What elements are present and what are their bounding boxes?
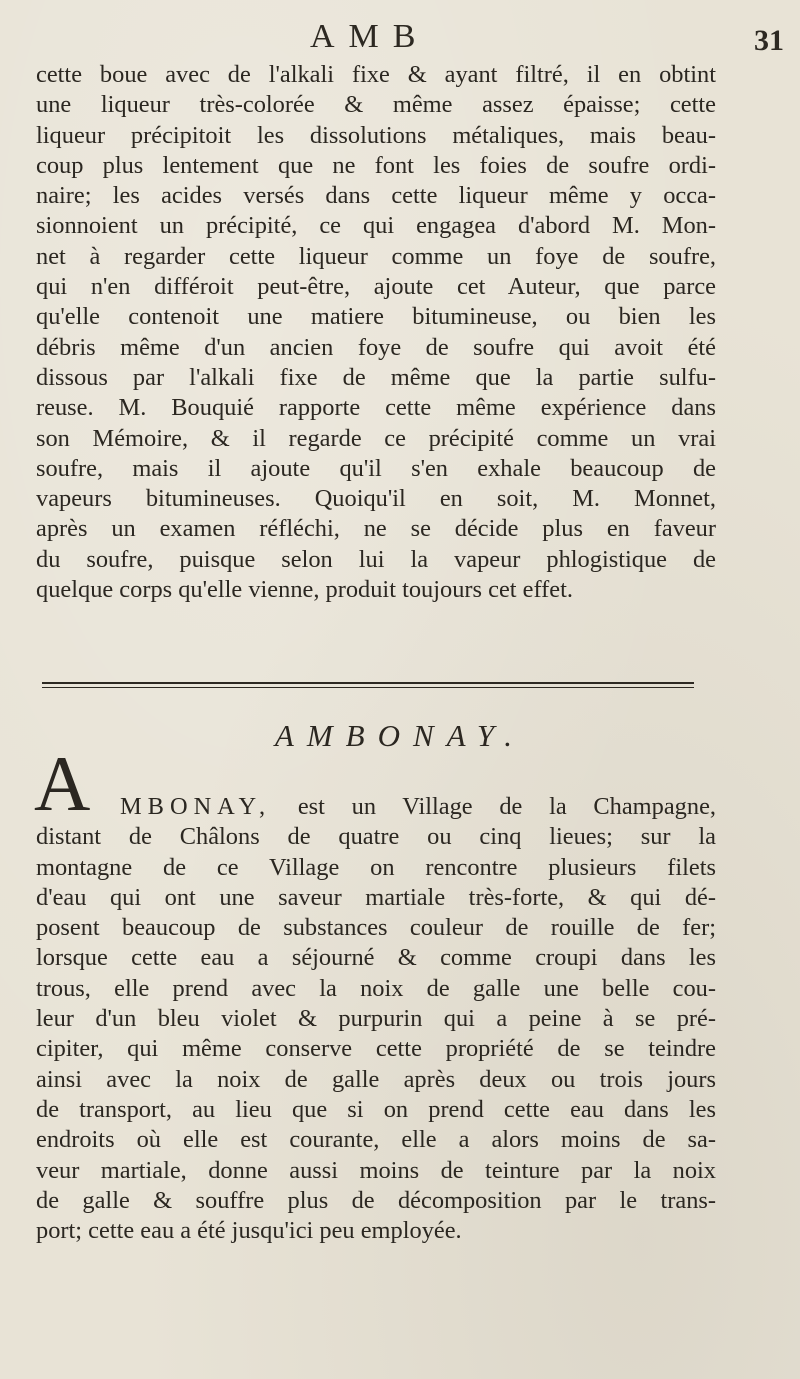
page-number: 31 [754, 24, 784, 57]
text-line: de galle & souffre plus de décomposition par le trans- [36, 1186, 716, 1214]
text-line: cipiter, qui même conserve cette propriété de se teindre [36, 1035, 716, 1063]
text-line: naire; les acides versés dans cette liqueur même y occa- [36, 182, 716, 210]
text-line: trous, elle prend avec la noix de galle une belle cou- [36, 974, 716, 1002]
text-line: liqueur précipitoit les dissolutions métaliques, mais beau- [36, 121, 716, 149]
text-line: dissous par l'alkali fixe de même que la partie sulfu- [36, 363, 716, 391]
text-line: port; cette eau a été jusqu'ici peu employée. [36, 1217, 462, 1245]
text-line: reuse. M. Bouquié rapporte cette même expérience dans [36, 394, 716, 422]
text-line: vapeurs bitumineuses. Quoiqu'il en soit, M. Monnet, [36, 485, 716, 513]
text-line: distant de Châlons de quatre ou cinq lieues; sur la [36, 823, 716, 851]
text-line: posent beaucoup de substances couleur de rouille de fer; [36, 914, 716, 942]
text-line: qui n'en différoit peut-être, ajoute cet Auteur, que parce [36, 273, 716, 301]
running-head [0, 14, 800, 57]
text-line: cette boue avec de l'alkali fixe & ayant filtré, il en obtint [36, 61, 716, 88]
entry-first-line-text: est un Village de la Champagne, [297, 793, 716, 820]
text-line: leur d'un bleu violet & purpurin qui a peine à se pré- [36, 1005, 716, 1033]
text-line: son Mémoire, & il regarde ce précipité comme un vrai [36, 424, 716, 452]
text-line: soufre, mais il ajoute qu'il s'en exhale beaucoup de [36, 454, 716, 482]
text-line: débris même d'un ancien foye de soufre qui avoit été [36, 333, 716, 361]
text-line: après un examen réfléchi, ne se décide plus en faveur [36, 515, 716, 543]
entry-lead-word: MBONAY, [120, 793, 272, 820]
text-line: de transport, au lieu que si on prend cette eau dans les [36, 1095, 716, 1123]
text-line: coup plus lentement que ne font les foies de soufre ordi- [36, 151, 716, 179]
text-line: endroits où elle est courante, elle a alors moins de sa- [36, 1126, 716, 1154]
text-line: qu'elle contenoit une matiere bitumineuse, ou bien les [36, 303, 716, 331]
text-line: veur martiale, donne aussi moins de teinture par la noix [36, 1156, 716, 1184]
text-line: ainsi avec la noix de galle après deux ou trois jours [36, 1065, 716, 1093]
text-line: quelque corps qu'elle vienne, produit toujours cet effet. [36, 576, 573, 604]
text-line-first [36, 792, 716, 822]
running-head-title: AMB [310, 18, 430, 55]
section-divider-rule [42, 682, 694, 688]
text-line: montagne de ce Village on rencontre plusieurs filets [36, 853, 716, 881]
section-paragraph [36, 792, 716, 1246]
text-line: du soufre, puisque selon lui la vapeur phlogistique de [36, 545, 716, 573]
text-line: sionnoient un précipité, ce qui engagea d'abord M. Mon- [36, 212, 716, 240]
text-line: une liqueur très-colorée & même assez épaisse; cette [36, 91, 716, 119]
text-line: net à regarder cette liqueur comme un foye de soufre, [36, 242, 716, 270]
text-line: lorsque cette eau a séjourné & comme croupi dans les [36, 944, 716, 972]
text-line: d'eau qui ont une saveur martiale très-forte, & qui dé- [36, 883, 716, 911]
drop-cap: A [34, 740, 91, 827]
section-heading: AMBONAY. [274, 718, 526, 753]
paragraph-continued [36, 60, 716, 605]
